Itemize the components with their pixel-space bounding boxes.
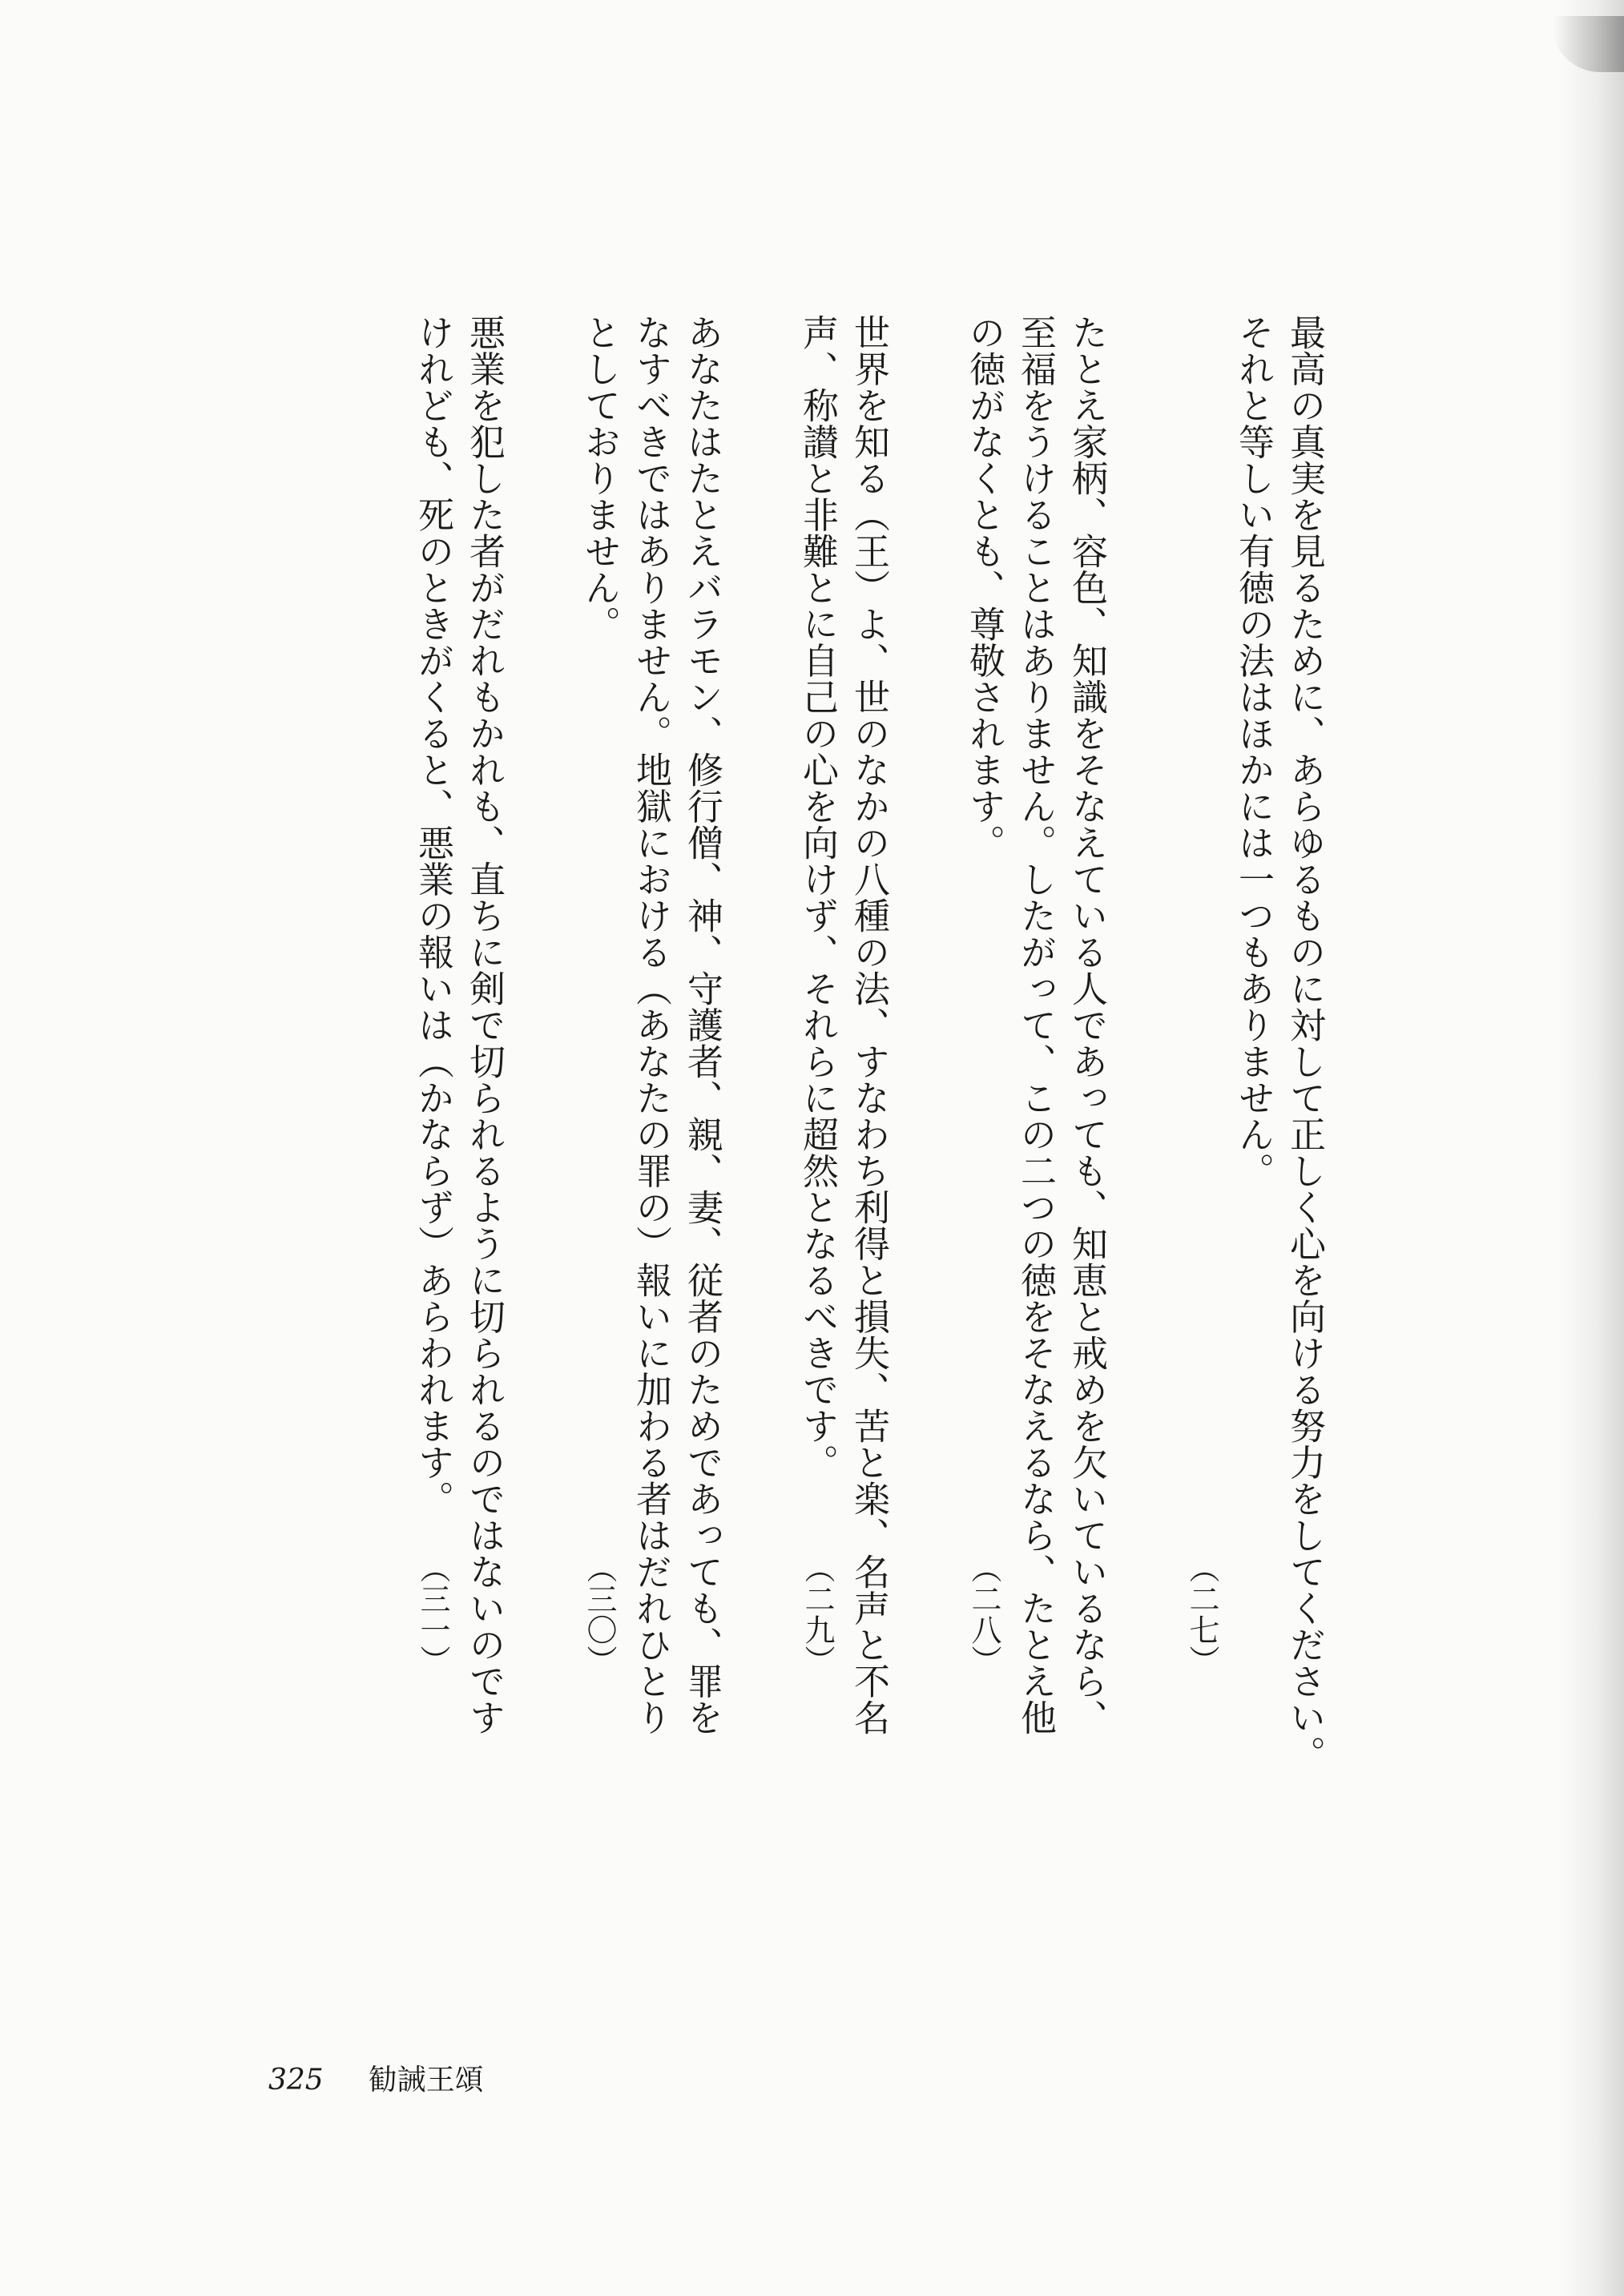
verse-number: （三〇） (582, 1553, 617, 1676)
verse-number: （二九） (800, 1553, 835, 1676)
text-line: 悪業を犯した者がだれもかれも、直ちに剣で切られるように切られるのではないのです (463, 314, 506, 1736)
text-line: 至福をうけることはありません。したがって、この二つの徳をそなえるなら、たとえ他 (1014, 314, 1057, 1736)
scan-edge-shadow (1560, 0, 1624, 2296)
verse-29 (792, 314, 894, 1736)
text-line: の徳がなくとも、尊敬されます。 (963, 314, 1005, 861)
page-footer (268, 2057, 484, 2098)
text-line: 声、称讃と非難とに自己の心を向けず、それらに超然となるべきです。 (796, 314, 839, 1480)
verse-31 (407, 314, 510, 1736)
verse-27 (1176, 314, 1330, 1772)
verse-last-line-column (958, 314, 1009, 1676)
text-line: 最高の真実を見るために、あらゆるものに対して正しく心を向ける努力をしてください。 (1283, 314, 1326, 1772)
verse-last-line-column (792, 314, 843, 1676)
running-title: 勧誡王頌 (368, 2064, 484, 2097)
verse-number: （三一） (415, 1553, 450, 1676)
verse-number: （二七） (1184, 1553, 1219, 1676)
verse-number: （二八） (966, 1553, 1001, 1676)
text-line: あなたはたとえバラモン、修行僧、神、守護者、親、妻、従者のためであっても、罪を (681, 314, 723, 1736)
text-line: けれども、死のときがくると、悪業の報いは（かならず）あらわれます。 (412, 314, 454, 1517)
verse-30 (574, 314, 727, 1736)
verse-last-line-column (574, 314, 625, 1676)
verse-28 (958, 314, 1112, 1736)
text-line: としておりません。 (578, 314, 621, 642)
verse-last-line-column (407, 314, 458, 1676)
verse-number-column (1176, 314, 1227, 1676)
text-line: それと等しい有徳の法はほかには一つもありません。 (1232, 314, 1275, 1189)
page-number: 325 (268, 2064, 324, 2097)
vertical-text-body (208, 314, 1330, 1772)
text-line: なすべきではありません。地獄における（あなたの罪の）報いに加わる者はだれひとり (630, 314, 672, 1736)
text-line: たとえ家柄、容色、知識をそなえている人であっても、知恵と戒めを欠いているなら、 (1066, 314, 1108, 1736)
text-line: 世界を知る（王）よ、世のなかの八種の法、すなわち利得と損失、苦と楽、名声と不名 (848, 314, 890, 1736)
